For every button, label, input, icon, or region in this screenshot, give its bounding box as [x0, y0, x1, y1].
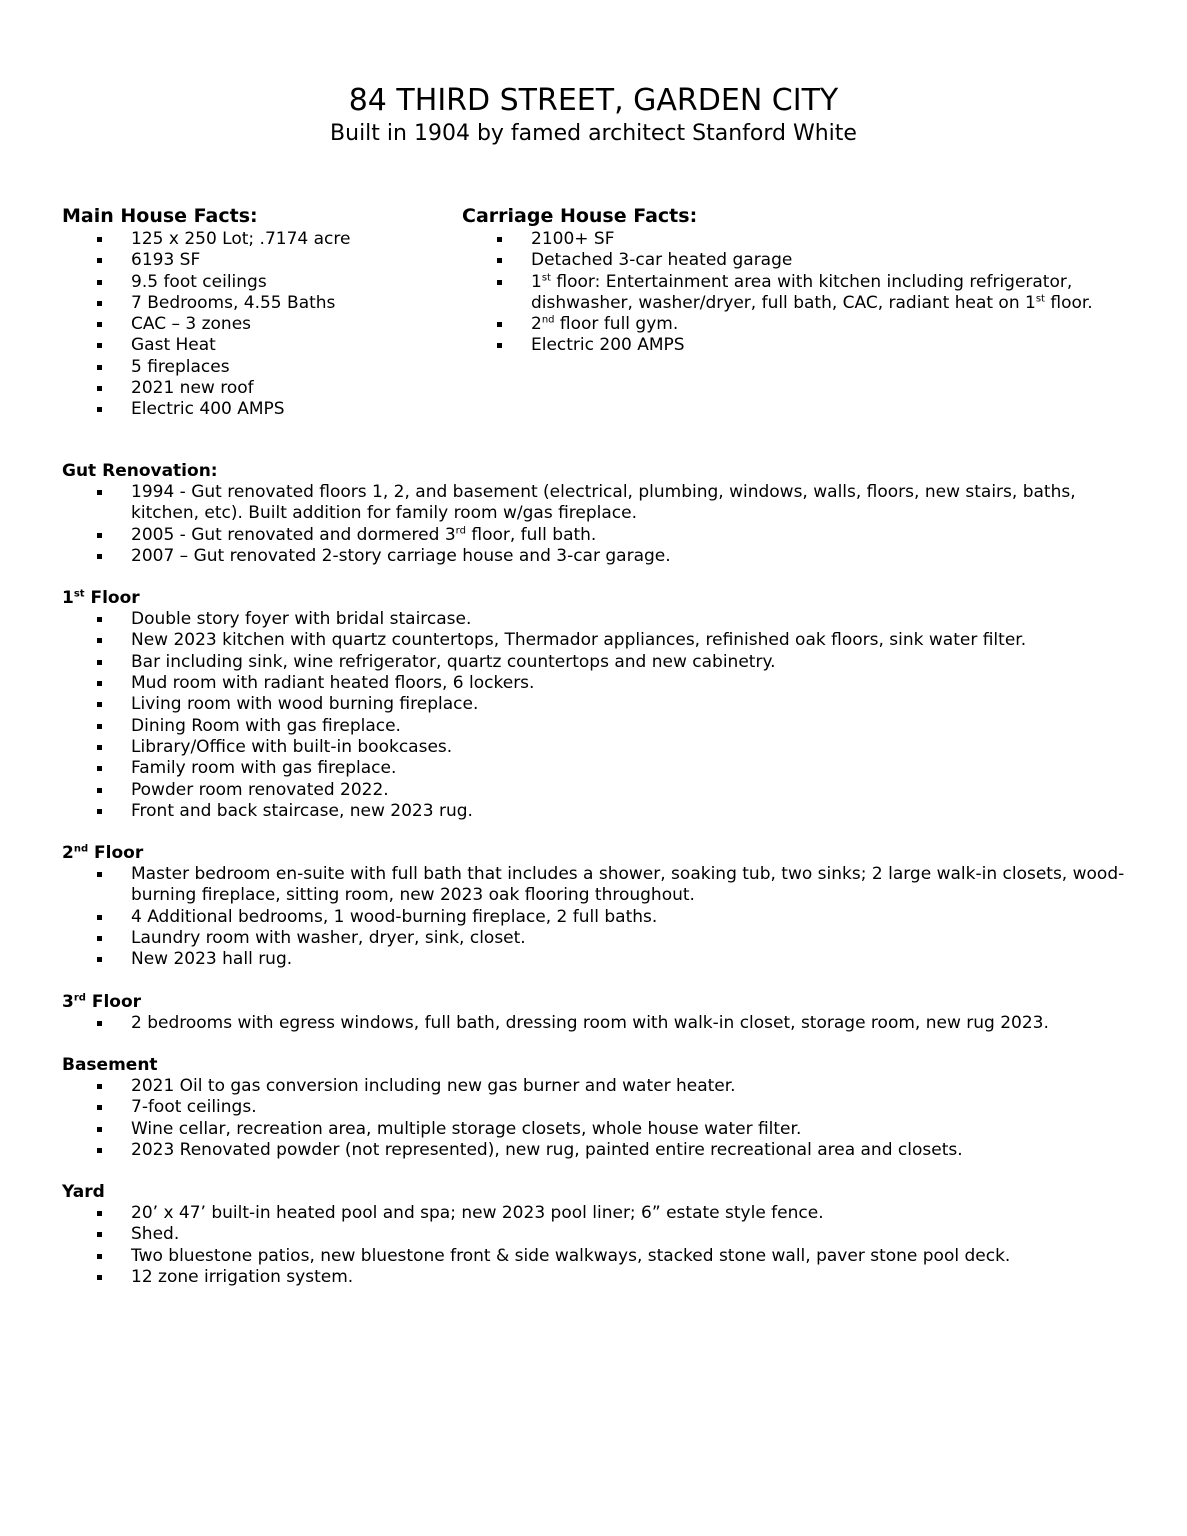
- first-floor-heading: [62, 588, 1142, 609]
- item-text: floor full gym.: [554, 314, 679, 335]
- list-item: Master bedroom en-suite with full bath that includes a shower, soaking tub, two sinks; 2 large walk-in closets, wood-burning fireplace, sitting room, new 2023 oak flooring throughout.: [62, 864, 1142, 907]
- document-header: [0, 82, 1187, 148]
- second-floor-heading: [62, 843, 1142, 864]
- ordinal-suffix: st: [73, 588, 85, 600]
- list-item: Two bluestone patios, new bluestone front & side walkways, stacked stone wall, paver stone pool deck.: [62, 1246, 1142, 1267]
- basement-list: [62, 1076, 1142, 1161]
- list-item: New 2023 hall rug.: [62, 949, 1142, 970]
- list-item: [462, 314, 1142, 335]
- yard-list: [62, 1203, 1142, 1288]
- heading-text: Floor: [85, 991, 142, 1012]
- ordinal-suffix: rd: [455, 524, 466, 536]
- list-item: [62, 525, 1142, 546]
- item-text: 1: [531, 271, 542, 292]
- list-item: 9.5 foot ceilings: [62, 272, 442, 293]
- list-item: Gast Heat: [62, 335, 442, 356]
- list-item: Wine cellar, recreation area, multiple storage closets, whole house water filter.: [62, 1119, 1142, 1140]
- list-item: 7-foot ceilings.: [62, 1097, 1142, 1118]
- yard-heading: Yard: [62, 1182, 105, 1203]
- heading-number: 1: [62, 588, 74, 609]
- basement-section: [62, 1055, 1142, 1161]
- item-text: 2: [531, 314, 542, 335]
- list-item: 6193 SF: [62, 250, 442, 271]
- heading-text: Floor: [84, 588, 140, 609]
- list-item: Dining Room with gas fireplace.: [62, 716, 1142, 737]
- heading-number: 3: [62, 991, 74, 1012]
- third-floor-section: [62, 992, 1142, 1034]
- carriage-house-facts: [462, 203, 1142, 357]
- first-floor-section: [62, 588, 1142, 822]
- list-item: Living room with wood burning fireplace.: [62, 694, 1142, 715]
- list-item: 2021 new roof: [62, 378, 442, 399]
- list-item: Family room with gas fireplace.: [62, 758, 1142, 779]
- ordinal-suffix: st: [1035, 293, 1045, 305]
- heading-text: Floor: [88, 843, 144, 864]
- second-floor-list: [62, 864, 1142, 970]
- third-floor-heading: [62, 992, 1142, 1013]
- carriage-house-list: [462, 229, 1142, 357]
- heading-number: 2: [62, 843, 74, 864]
- list-item: 1994 - Gut renovated floors 1, 2, and basement (electrical, plumbing, windows, walls, floors, new stairs, baths, kitchen, etc). Built addition for family room w/gas fireplace.: [62, 482, 1142, 525]
- main-house-facts: [62, 203, 442, 421]
- list-item: Shed.: [62, 1224, 1142, 1245]
- list-item: 4 Additional bedrooms, 1 wood-burning fireplace, 2 full baths.: [62, 907, 1142, 928]
- ordinal-suffix: nd: [541, 314, 555, 326]
- ordinal-suffix: nd: [73, 843, 89, 855]
- item-text: floor: Entertainment area with kitchen including refrigerator, dishwasher, washer/dryer, full bath, CAC, radiant heat on 1: [531, 271, 1073, 313]
- detail-sections: [62, 461, 1142, 1309]
- gut-renovation-list: [62, 482, 1142, 567]
- basement-heading: Basement: [62, 1054, 158, 1075]
- list-item: Double story foyer with bridal staircase.: [62, 609, 1142, 630]
- list-item: 2100+ SF: [462, 229, 1142, 250]
- list-item: 12 zone irrigation system.: [62, 1267, 1142, 1288]
- second-floor-section: [62, 843, 1142, 970]
- list-item: 7 Bedrooms, 4.55 Baths: [62, 293, 442, 314]
- list-item: Electric 200 AMPS: [462, 335, 1142, 356]
- item-text: floor.: [1044, 292, 1093, 313]
- list-item: Mud room with radiant heated floors, 6 lockers.: [62, 673, 1142, 694]
- ordinal-suffix: st: [541, 271, 551, 283]
- carriage-house-heading: Carriage House Facts:: [462, 205, 698, 227]
- list-item: 2021 Oil to gas conversion including new gas burner and water heater.: [62, 1076, 1142, 1097]
- list-item: 20’ x 47’ built-in heated pool and spa; new 2023 pool liner; 6” estate style fence.: [62, 1203, 1142, 1224]
- third-floor-list: [62, 1013, 1142, 1034]
- gut-renovation-heading: Gut Renovation:: [62, 461, 218, 481]
- item-text: 2005 - Gut renovated and dormered 3: [131, 524, 456, 545]
- list-item: Front and back staircase, new 2023 rug.: [62, 801, 1142, 822]
- list-item: CAC – 3 zones: [62, 314, 442, 335]
- gut-renovation-section: [62, 461, 1142, 567]
- list-item: New 2023 kitchen with quartz countertops, Thermador appliances, refinished oak floors, sink water filter.: [62, 630, 1142, 651]
- list-item: 2023 Renovated powder (not represented), new rug, painted entire recreational area and closets.: [62, 1140, 1142, 1161]
- list-item: Bar including sink, wine refrigerator, quartz countertops and new cabinetry.: [62, 652, 1142, 673]
- list-item: [462, 272, 1142, 315]
- first-floor-list: [62, 609, 1142, 822]
- list-item: 5 fireplaces: [62, 357, 442, 378]
- list-item: 2 bedrooms with egress windows, full bath, dressing room with walk-in closet, storage room, new rug 2023.: [62, 1013, 1142, 1034]
- main-house-list: [62, 229, 442, 421]
- list-item: 125 x 250 Lot; .7174 acre: [62, 229, 442, 250]
- page-subtitle: Built in 1904 by famed architect Stanford White: [330, 121, 857, 146]
- page-title: 84 THIRD STREET, GARDEN CITY: [348, 83, 839, 118]
- list-item: Laundry room with washer, dryer, sink, closet.: [62, 928, 1142, 949]
- list-item: Detached 3-car heated garage: [462, 250, 1142, 271]
- item-text: floor, full bath.: [465, 524, 597, 545]
- ordinal-suffix: rd: [73, 991, 86, 1003]
- list-item: 2007 – Gut renovated 2-story carriage house and 3-car garage.: [62, 546, 1142, 567]
- list-item: Electric 400 AMPS: [62, 399, 442, 420]
- list-item: Powder room renovated 2022.: [62, 780, 1142, 801]
- list-item: Library/Office with built-in bookcases.: [62, 737, 1142, 758]
- main-house-heading: Main House Facts:: [62, 205, 258, 227]
- yard-section: [62, 1182, 1142, 1288]
